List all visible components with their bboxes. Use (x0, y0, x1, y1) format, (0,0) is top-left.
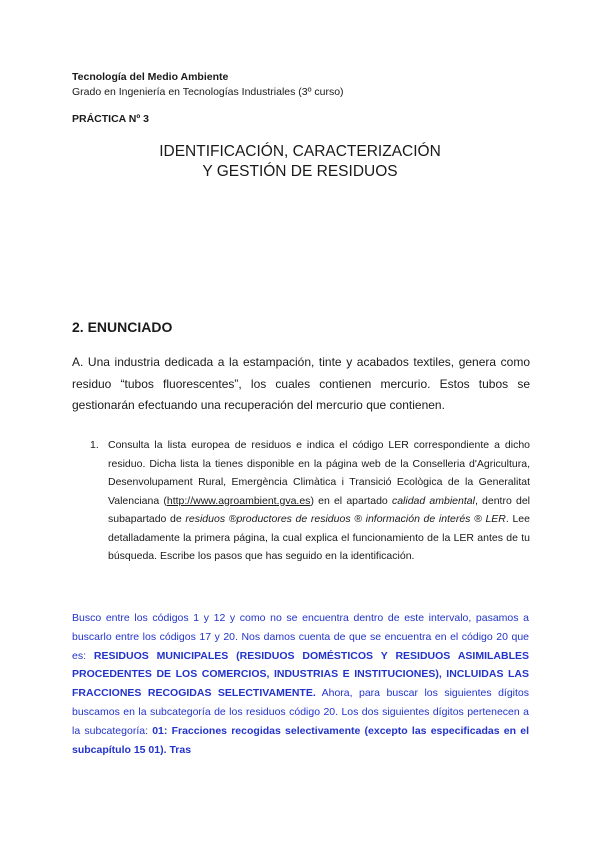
answer-bold-1: RESIDUOS MUNICIPALES (RESIDUOS DOMÉSTICOS Y RESIDUOS ASIMILABLES PROCEDENTES DE LOS COMERCIOS, INDUSTRIAS E INSTITUCIONES), INCLUIDAS LAS FRACCIONES RECOGIDAS SELECTIVAMENTE. (72, 649, 529, 700)
answer-text-c: Tras (166, 743, 192, 756)
website-link[interactable]: http://www.agroambient.gva.es (166, 494, 311, 507)
item-italic-1: calidad ambiental (391, 494, 475, 507)
intro-paragraph: A. Una industria dedicada a la estampación, tinte y acabados textiles, genera como residuo “tubos fluorescentes”, los cuales contienen mercurio. Estos tubos se gestionarán efectuando una recuperación del mercurio que contienen. (72, 355, 530, 412)
list-item-body (108, 436, 530, 566)
list-item (90, 436, 530, 566)
item-text-a: Consulta la lista europea de residuos e indica el código LER correspondiente a dicho residuo. Dicha lista la tienes disponible en la página web de la Conselleria d'Agricultura, Desenvolupament Rural, Emergència Climàtica i Transició Ecològica de la Generalitat Valenciana ( (108, 439, 530, 507)
answer-paragraph (72, 609, 529, 759)
subject-name: Tecnología del Medio Ambiente (72, 71, 229, 83)
item-text-d: . Lee detalladamente la primera página, la cual explica el funcionamiento de la LER antes de tu búsqueda. Escribe los pasos que has seguido en la identificación. (108, 513, 530, 562)
answer-text-b: Ahora, para buscar los siguientes dígitos buscamos en la subcategoría de los residuos código 20. Los dos siguientes dígitos pertenecen a la subcategoría: (72, 687, 529, 737)
item-italic-2: residuos ®productores de residuos ® información de interés ® LER (185, 513, 506, 525)
list-item-number: 1. (90, 439, 99, 451)
title-line-2: Y GESTIÓN DE RESIDUOS (202, 163, 398, 180)
item-text-b: ) en el apartado (310, 494, 392, 507)
section-heading: 2. ENUNCIADO (72, 319, 173, 335)
title-line-1: IDENTIFICACIÓN, CARACTERIZACIÓN (159, 143, 441, 160)
item-text-c: , dentro del subapartado de (108, 494, 530, 525)
answer-bold-2: 01: Fracciones recogidas selectivamente (excepto las especificadas en el subcapítulo 15 01). (72, 724, 529, 756)
document-title (72, 142, 528, 182)
answer-text-a: Busco entre los códigos 1 y 12 y como no se encuentra dentro de este intervalo, pasamos a buscarlo entre los códigos 17 y 20. Nos damos cuenta de que se encuentra en el código 20 que es: (72, 612, 529, 662)
degree-name: Grado en Ingeniería en Tecnologías Industriales (3º curso) (72, 86, 344, 98)
practice-number: PRÁCTICA Nº 3 (72, 113, 149, 125)
course-info (72, 70, 344, 100)
